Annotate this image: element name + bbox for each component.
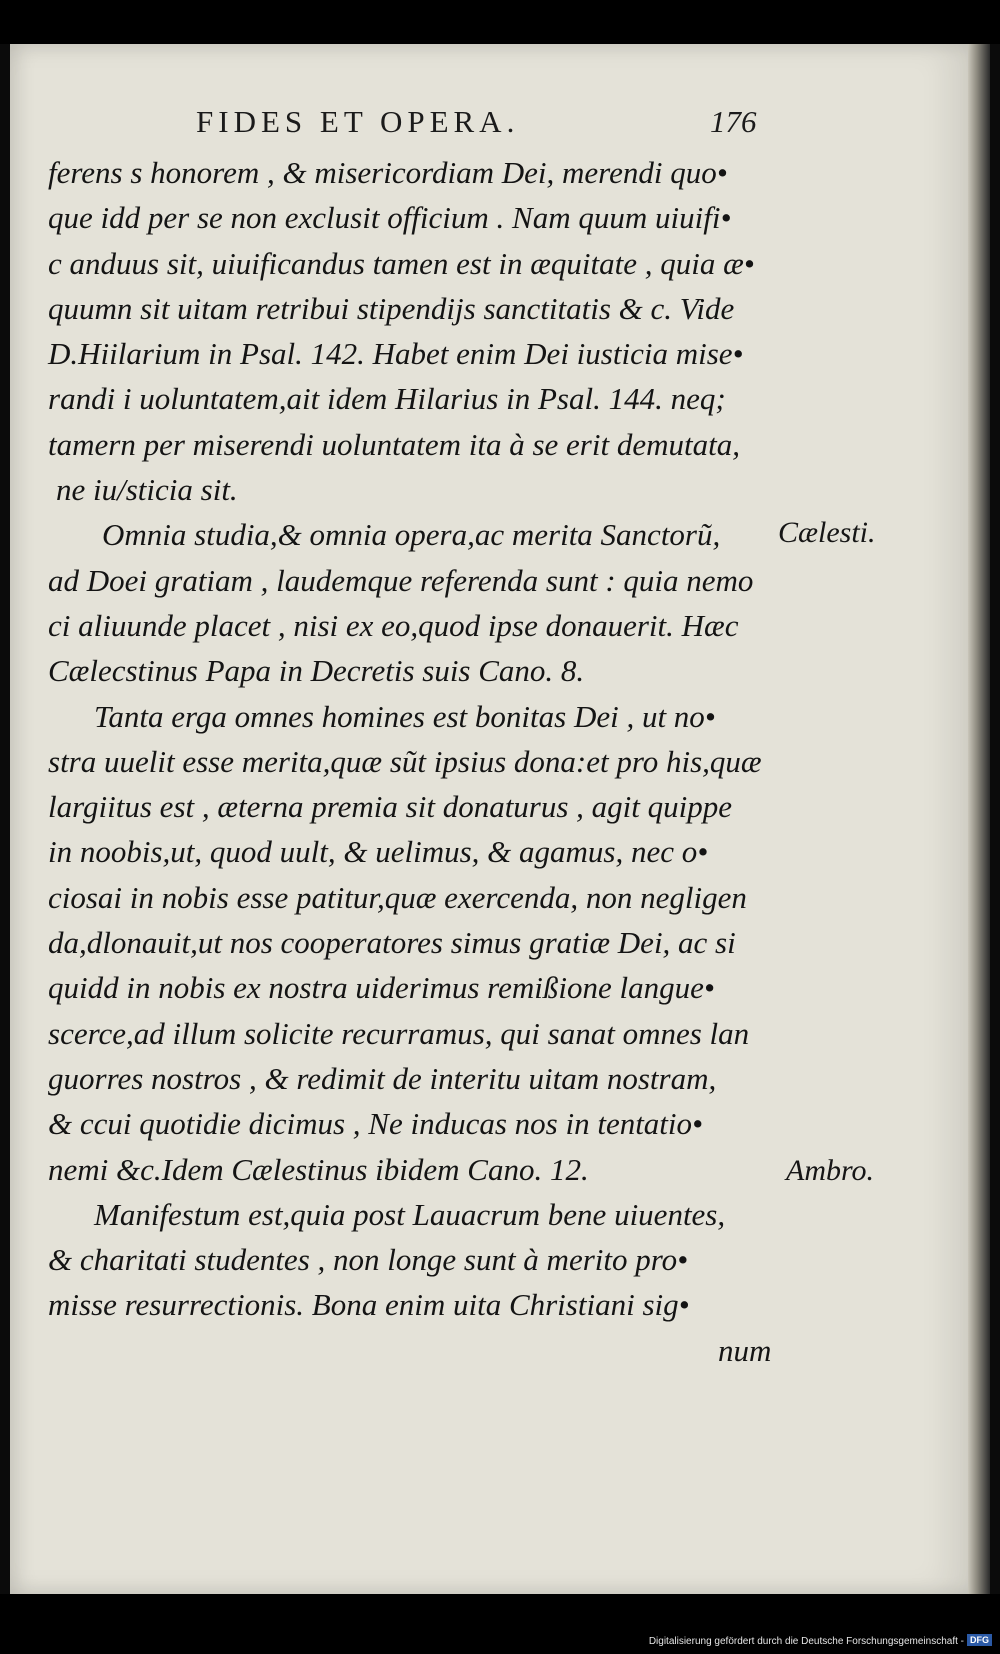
text-line: quumn sit uitam retribui stipendijs sanctitatis & c. Vide [48, 290, 735, 326]
text-line: c anduus sit, uiuificandus tamen est in æquitate , quia æ• [48, 245, 755, 281]
text-line: & ccui quotidie dicimus , Ne inducas nos in tentatio• [48, 1106, 703, 1142]
text-line: Tanta erga omnes homines est bonitas Dei , ut no• [94, 698, 716, 734]
text-line: tamern per miserendi uoluntatem ita à se erit demutata, [48, 426, 740, 462]
top-border [0, 0, 1000, 44]
text-line: nemi &c.Idem Cælestinus ibidem Cano. 12. [48, 1151, 589, 1187]
body-text [48, 150, 778, 1373]
text-line: in noobis,ut, quod uult, & uelimus, & agamus, nec o• [48, 834, 709, 870]
text-line: Omnia studia,& omnia opera,ac merita Sanctorũ, [102, 517, 721, 553]
margin-note: Ambro. [786, 1154, 875, 1187]
page-edge [968, 44, 990, 1594]
text-line: stra uuelit esse merita,quæ sũt ipsius dona:et pro his,quæ [48, 743, 762, 779]
text-line: ad Doei gratiam , laudemque referenda sunt : quia nemo [48, 562, 754, 598]
text-line: largiitus est , æterna premia sit donaturus , agit quippe [48, 789, 733, 825]
text-line: da,dlonauit,ut nos cooperatores simus gratiæ Dei, ac si [48, 925, 736, 961]
running-head: FIDES ET OPERA. [196, 104, 520, 139]
text-line: quidd in nobis ex nostra uiderimus remißione langue• [48, 970, 715, 1006]
margin-note: Cælesti. [778, 516, 876, 549]
text-line: D.Hiilarium in Psal. 142. Habet enim Dei iusticia mise• [48, 336, 744, 372]
text-line: Manifestum est,quia post Lauacrum bene uiuentes, [94, 1196, 726, 1232]
text-line: ci aliuunde placet , nisi ex eo,quod ipse donauerit. Hæc [48, 607, 739, 643]
text-line: ne iu/sticia sit. [56, 472, 238, 508]
text-line: ciosai in nobis esse patitur,quæ exercenda, non negligen [48, 879, 747, 915]
text-line: & charitati studentes , non longe sunt à merito pro• [48, 1242, 689, 1278]
text-line: Cælecstinus Papa in Decretis suis Cano. 8. [48, 653, 585, 689]
page-number: 176 [710, 104, 757, 139]
text-line: scerce,ad illum solicite recurramus, qui sanat omnes lan [48, 1015, 750, 1051]
digitization-credit: Digitalisierung gefördert durch die Deutsche Forschungsgemeinschaft - [648, 1636, 964, 1647]
text-line: randi i uoluntatem,ait idem Hilarius in Psal. 144. neq; [48, 381, 726, 417]
text-line: guorres nostros , & redimit de interitu uitam nostram, [48, 1060, 717, 1096]
text-line: misse resurrectionis. Bona enim uita Christiani sig• [48, 1287, 690, 1323]
text-line: que idd per se non exclusit officium . Nam quum uiuifi• [48, 200, 732, 236]
catchword: num [718, 1332, 772, 1368]
text-line: ferens s honorem , & misericordiam Dei, merendi quo• [48, 155, 728, 190]
dfg-logo: DFG [967, 1634, 992, 1646]
